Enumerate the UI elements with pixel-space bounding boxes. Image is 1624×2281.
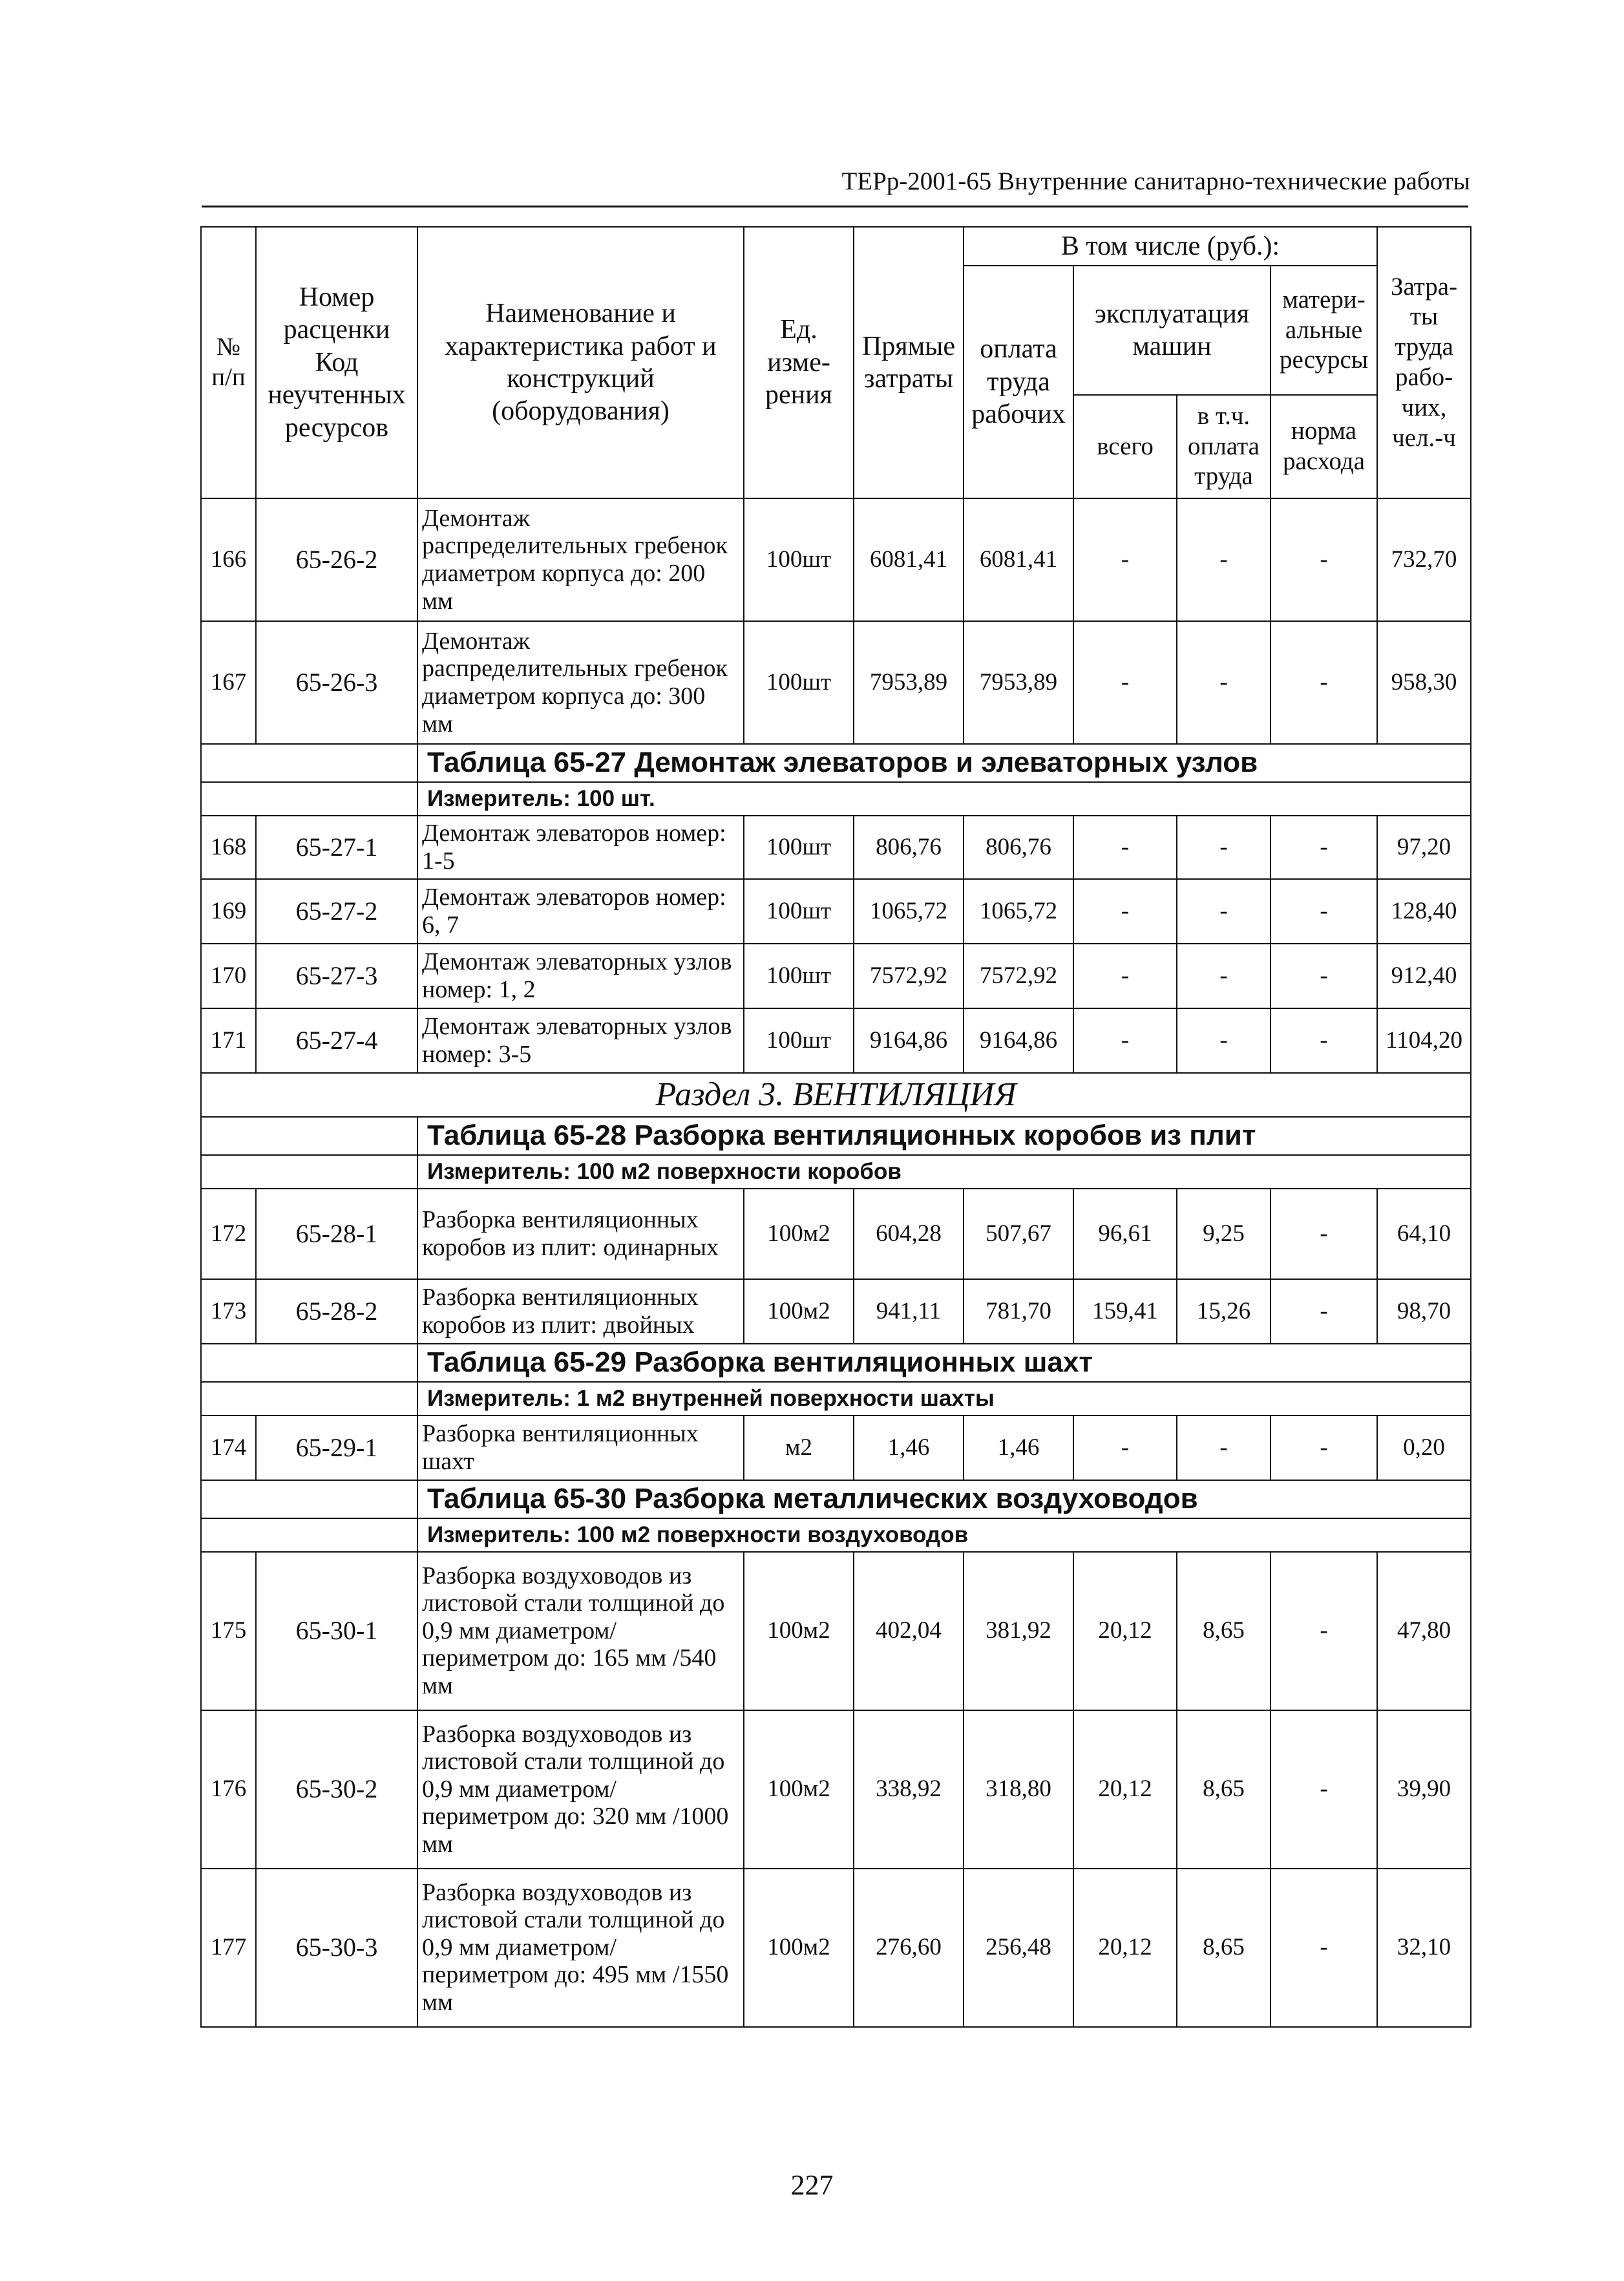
direct-cost: 1,46 [854, 1416, 964, 1480]
unit: 100шт [744, 879, 854, 944]
machines-labor-pay: 15,26 [1177, 1279, 1271, 1344]
section-title: Раздел 3. ВЕНТИЛЯЦИЯ [201, 1073, 1471, 1117]
work-name: Демонтаж элеваторных узлов номер: 1, 2 [417, 944, 744, 1008]
direct-cost: 9164,86 [854, 1008, 964, 1073]
table-title-65-28: Таблица 65-28 Разборка вентиляционных коробов из плит [417, 1117, 1471, 1155]
spacer-cell [201, 1117, 417, 1155]
machines-total: - [1073, 1008, 1177, 1073]
col-header-labor-pay: оплата труда рабочих [964, 266, 1073, 498]
row-number: 177 [201, 1869, 256, 2027]
table-title-65-29: Таблица 65-29 Разборка вентиляционных шахт [417, 1344, 1471, 1382]
machines-labor-pay: - [1177, 879, 1271, 944]
materials-norm: - [1271, 944, 1377, 1008]
rate-code: 65-30-1 [256, 1552, 417, 1710]
labor-cost: 97,20 [1377, 816, 1471, 879]
rate-code: 65-27-3 [256, 944, 417, 1008]
machines-labor-pay: - [1177, 1008, 1271, 1073]
labor-pay: 381,92 [964, 1552, 1073, 1710]
machines-labor-pay: - [1177, 944, 1271, 1008]
table-row [201, 1008, 1471, 1073]
labor-cost: 0,20 [1377, 1416, 1471, 1480]
table-row [201, 498, 1471, 621]
labor-cost: 47,80 [1377, 1552, 1471, 1710]
unit: 100шт [744, 1008, 854, 1073]
table-row [201, 944, 1471, 1008]
work-name: Демонтаж распределительных гребенок диаметром корпуса до: 300 мм [417, 621, 744, 744]
labor-cost: 64,10 [1377, 1189, 1471, 1279]
row-number: 168 [201, 816, 256, 879]
work-name: Демонтаж элеваторных узлов номер: 3-5 [417, 1008, 744, 1073]
machines-labor-pay: - [1177, 621, 1271, 744]
table-row [201, 1869, 1471, 2027]
labor-pay: 507,67 [964, 1189, 1073, 1279]
labor-pay: 781,70 [964, 1279, 1073, 1344]
labor-pay: 7953,89 [964, 621, 1073, 744]
table-row [201, 1710, 1471, 1869]
machines-total: 20,12 [1073, 1552, 1177, 1710]
labor-cost: 128,40 [1377, 879, 1471, 944]
row-number: 171 [201, 1008, 256, 1073]
table-row [201, 1279, 1471, 1344]
labor-cost: 732,70 [1377, 498, 1471, 621]
col-header-machines: эксплуатация машин [1073, 266, 1271, 395]
machines-total: - [1073, 944, 1177, 1008]
unit: 100шт [744, 621, 854, 744]
direct-cost: 7572,92 [854, 944, 964, 1008]
table-meter-65-27: Измеритель: 100 шт. [417, 782, 1471, 816]
direct-cost: 276,60 [854, 1869, 964, 2027]
table-title-65-30: Таблица 65-30 Разборка металлических воздуховодов [417, 1480, 1471, 1518]
machines-labor-pay: 8,65 [1177, 1710, 1271, 1869]
direct-cost: 7953,89 [854, 621, 964, 744]
machines-labor-pay: - [1177, 498, 1271, 621]
machines-labor-pay: 8,65 [1177, 1552, 1271, 1710]
labor-pay: 318,80 [964, 1710, 1073, 1869]
rate-code: 65-27-1 [256, 816, 417, 879]
col-header-including: В том числе (руб.): [964, 227, 1377, 266]
labor-pay: 6081,41 [964, 498, 1073, 621]
materials-norm: - [1271, 816, 1377, 879]
document-header: ТЕРр-2001-65 Внутренние санитарно-технические работы [841, 167, 1470, 195]
direct-cost: 806,76 [854, 816, 964, 879]
work-name: Разборка вентиляционных шахт [417, 1416, 744, 1480]
labor-pay: 806,76 [964, 816, 1073, 879]
table-row [201, 1189, 1471, 1279]
direct-cost: 1065,72 [854, 879, 964, 944]
row-number: 169 [201, 879, 256, 944]
machines-labor-pay: - [1177, 1416, 1271, 1480]
page-number: 227 [790, 2169, 834, 2201]
unit: м2 [744, 1416, 854, 1480]
machines-total: - [1073, 498, 1177, 621]
work-name: Разборка воздуховодов из листовой стали толщиной до 0,9 мм диаметром/периметром до: 320 мм /1000 мм [417, 1710, 744, 1869]
spacer-cell [201, 782, 417, 816]
materials-norm: - [1271, 1416, 1377, 1480]
header-rule [202, 206, 1468, 207]
table-meter-65-28: Измеритель: 100 м2 поверхности коробов [417, 1155, 1471, 1189]
row-number: 166 [201, 498, 256, 621]
work-name: Демонтаж элеваторов номер: 1-5 [417, 816, 744, 879]
labor-pay: 1,46 [964, 1416, 1073, 1480]
row-number: 174 [201, 1416, 256, 1480]
machines-total: 20,12 [1073, 1869, 1177, 2027]
machines-labor-pay: 9,25 [1177, 1189, 1271, 1279]
materials-norm: - [1271, 1710, 1377, 1869]
row-number: 167 [201, 621, 256, 744]
work-name: Разборка вентиляционных коробов из плит: двойных [417, 1279, 744, 1344]
table-row [201, 621, 1471, 744]
materials-norm: - [1271, 1279, 1377, 1344]
machines-total: - [1073, 816, 1177, 879]
rate-code: 65-26-3 [256, 621, 417, 744]
work-name: Разборка воздуховодов из листовой стали толщиной до 0,9 мм диаметром/периметром до: 165 мм /540 мм [417, 1552, 744, 1710]
work-name: Демонтаж элеваторов номер: 6, 7 [417, 879, 744, 944]
col-header-materials-norm: норма расхода [1271, 395, 1377, 498]
unit: 100шт [744, 498, 854, 621]
labor-pay: 7572,92 [964, 944, 1073, 1008]
labor-cost: 912,40 [1377, 944, 1471, 1008]
labor-cost: 32,10 [1377, 1869, 1471, 2027]
materials-norm: - [1271, 498, 1377, 621]
direct-cost: 6081,41 [854, 498, 964, 621]
table-meter-65-30: Измеритель: 100 м2 поверхности воздуховодов [417, 1518, 1471, 1552]
work-name: Разборка воздуховодов из листовой стали толщиной до 0,9 мм диаметром/периметром до: 495 мм /1550 мм [417, 1869, 744, 2027]
machines-labor-pay: - [1177, 816, 1271, 879]
materials-norm: - [1271, 1552, 1377, 1710]
materials-norm: - [1271, 1008, 1377, 1073]
materials-norm: - [1271, 1189, 1377, 1279]
unit: 100м2 [744, 1869, 854, 2027]
labor-cost: 958,30 [1377, 621, 1471, 744]
row-number: 170 [201, 944, 256, 1008]
col-header-labor-cost: Затра-ты труда рабо-чих, чел.-ч [1377, 227, 1471, 498]
rate-code: 65-27-2 [256, 879, 417, 944]
labor-pay: 256,48 [964, 1869, 1073, 2027]
row-number: 176 [201, 1710, 256, 1869]
col-header-n: № п/п [201, 227, 256, 498]
row-number: 173 [201, 1279, 256, 1344]
rate-code: 65-26-2 [256, 498, 417, 621]
direct-cost: 604,28 [854, 1189, 964, 1279]
spacer-cell [201, 1480, 417, 1518]
labor-cost: 98,70 [1377, 1279, 1471, 1344]
machines-total: 20,12 [1073, 1710, 1177, 1869]
spacer-cell [201, 1518, 417, 1552]
table-row [201, 1552, 1471, 1710]
row-number: 175 [201, 1552, 256, 1710]
table-row [201, 879, 1471, 944]
unit: 100шт [744, 816, 854, 879]
spacer-cell [201, 1344, 417, 1382]
spacer-cell [201, 744, 417, 782]
table-row [201, 816, 1471, 879]
spacer-cell [201, 1382, 417, 1416]
machines-labor-pay: 8,65 [1177, 1869, 1271, 2027]
rate-code: 65-27-4 [256, 1008, 417, 1073]
work-name: Разборка вентиляционных коробов из плит: одинарных [417, 1189, 744, 1279]
direct-cost: 402,04 [854, 1552, 964, 1710]
col-header-unit: Ед. изме-рения [744, 227, 854, 498]
unit: 100шт [744, 944, 854, 1008]
machines-total: - [1073, 621, 1177, 744]
machines-total: - [1073, 879, 1177, 944]
work-name: Демонтаж распределительных гребенок диаметром корпуса до: 200 мм [417, 498, 744, 621]
machines-total: - [1073, 1416, 1177, 1480]
unit: 100м2 [744, 1189, 854, 1279]
col-header-direct: Прямые затраты [854, 227, 964, 498]
direct-cost: 941,11 [854, 1279, 964, 1344]
labor-cost: 1104,20 [1377, 1008, 1471, 1073]
unit: 100м2 [744, 1279, 854, 1344]
col-header-machines-total: всего [1073, 395, 1177, 498]
col-header-name: Наименование и характеристика работ и конструкций (оборудования) [417, 227, 744, 498]
materials-norm: - [1271, 879, 1377, 944]
spacer-cell [201, 1155, 417, 1189]
col-header-materials: матери-альные ресурсы [1271, 266, 1377, 395]
table-meter-65-29: Измеритель: 1 м2 внутренней поверхности шахты [417, 1382, 1471, 1416]
col-header-code: Номер расценки Код неучтенных ресурсов [256, 227, 417, 498]
rate-code: 65-28-2 [256, 1279, 417, 1344]
machines-total: 159,41 [1073, 1279, 1177, 1344]
table-row [201, 1416, 1471, 1480]
labor-pay: 9164,86 [964, 1008, 1073, 1073]
rate-code: 65-28-1 [256, 1189, 417, 1279]
materials-norm: - [1271, 1869, 1377, 2027]
direct-cost: 338,92 [854, 1710, 964, 1869]
rate-code: 65-30-3 [256, 1869, 417, 2027]
materials-norm: - [1271, 621, 1377, 744]
rates-table [200, 226, 1471, 2028]
table-title-65-27: Таблица 65-27 Демонтаж элеваторов и элеваторных узлов [417, 744, 1471, 782]
rate-code: 65-29-1 [256, 1416, 417, 1480]
labor-cost: 39,90 [1377, 1710, 1471, 1869]
unit: 100м2 [744, 1710, 854, 1869]
row-number: 172 [201, 1189, 256, 1279]
rate-code: 65-30-2 [256, 1710, 417, 1869]
machines-total: 96,61 [1073, 1189, 1177, 1279]
col-header-machines-labor: в т.ч. оплата труда [1177, 395, 1271, 498]
labor-pay: 1065,72 [964, 879, 1073, 944]
unit: 100м2 [744, 1552, 854, 1710]
